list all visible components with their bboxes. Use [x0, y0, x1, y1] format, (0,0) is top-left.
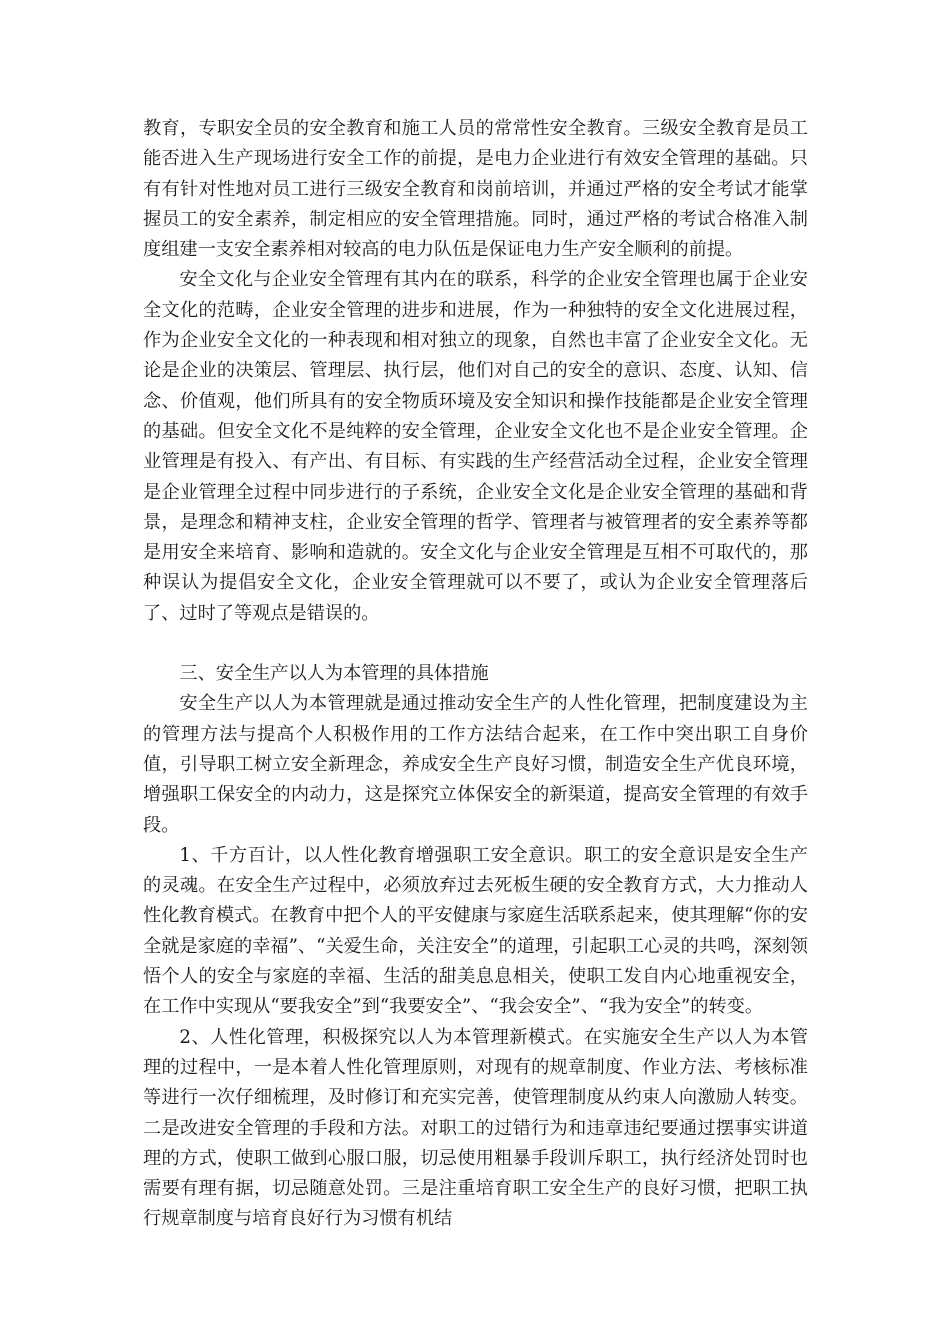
document-body: [143, 114, 808, 1235]
section-heading: 三、安全生产以人为本管理的具体措施: [179, 663, 489, 685]
paragraph-safety-culture: 安全文化与企业安全管理有其内在的联系，科学的企业安全管理也属于企业安全文化的范畴，企业安全管理的进步和进展，作为一种独特的安全文化进展过程，作为企业安全文化的一种表现和相对独立的现象，自然也丰富了企业安全文化。无论是企业的决策层、管理层、执行层，他们对自己的安全的意识、态度、认知、信念、价值观，他们所具有的安全物质环境及安全知识和操作技能都是企业安全管理的基础。但安全文化不是纯粹的安全管理，企业安全文化也不是企业安全管理。企业管理是有投入、有产出、有目标、有实践的生产经营活动全过程，企业安全管理是企业管理全过程中同步进行的子系统，企业安全文化是企业安全管理的基础和背景，是理念和精神支柱，企业安全管理的哲学、管理者与被管理者的安全素养等都是用安全来培育、影响和造就的。安全文化与企业安全管理是互相不可取代的，那种误认为提倡安全文化，企业安全管理就可以不要了，或认为企业安全管理落后了、过时了等观点是错误的。: [143, 269, 808, 624]
paragraph-section-intro: 安全生产以人为本管理就是通过推动安全生产的人性化管理，把制度建设为主的管理方法与提高个人积极作用的工作方法结合起来，在工作中突出职工自身价值，引导职工树立安全新理念，养成安全生产良好习惯，制造安全生产优良环境，增强职工保安全的内动力，这是探究立体保安全的新渠道，提高安全管理的有效手段。: [143, 693, 808, 836]
paragraph-continued: 教育，专职安全员的安全教育和施工人员的常常性安全教育。三级安全教育是员工能否进入生产现场进行安全工作的前提，是电力企业进行有效安全管理的基础。只有有针对性地对员工进行三级安全教育和岗前培训，并通过严格的安全考试才能掌握员工的安全素养，制定相应的安全管理措施。同时，通过严格的考试合格准入制度组建一支安全素养相对较高的电力队伍是保证电力生产安全顺利的前提。: [143, 118, 808, 261]
paragraph-item-1: 1、千方百计，以人性化教育增强职工安全意识。职工的安全意识是安全生产的灵魂。在安全生产过程中，必须放弃过去死板生硬的安全教育方式，大力推动人性化教育模式。在教育中把个人的平安健康与家庭生活联系起来，使其理解“你的安全就是家庭的幸福”、“关爱生命，关注安全”的道理，引起职工心灵的共鸣，深刻领悟个人的安全与家庭的幸福、生活的甜美息息相关，使职工发自内心地重视安全，在工作中实现从“要我安全”到“我要安全”、“我会安全”、“我为安全”的转变。: [143, 844, 808, 1018]
paragraph-item-2: 2、人性化管理，积极探究以人为本管理新模式。在实施安全生产以人为本管理的过程中，一是本着人性化管理原则，对现有的规章制度、作业方法、考核标准等进行一次仔细梳理，及时修订和充实完善，使管理制度从约束人向激励人转变。二是改进安全管理的手段和方法。对职工的过错行为和违章违纪要通过摆事实讲道理的方式，使职工做到心服口服，切忌使用粗暴手段训斥职工，执行经济处罚时也需要有理有据，切忌随意处罚。三是注重培育职工安全生产的良好习惯，把职工执行规章制度与培育良好行为习惯有机结: [143, 1026, 808, 1230]
